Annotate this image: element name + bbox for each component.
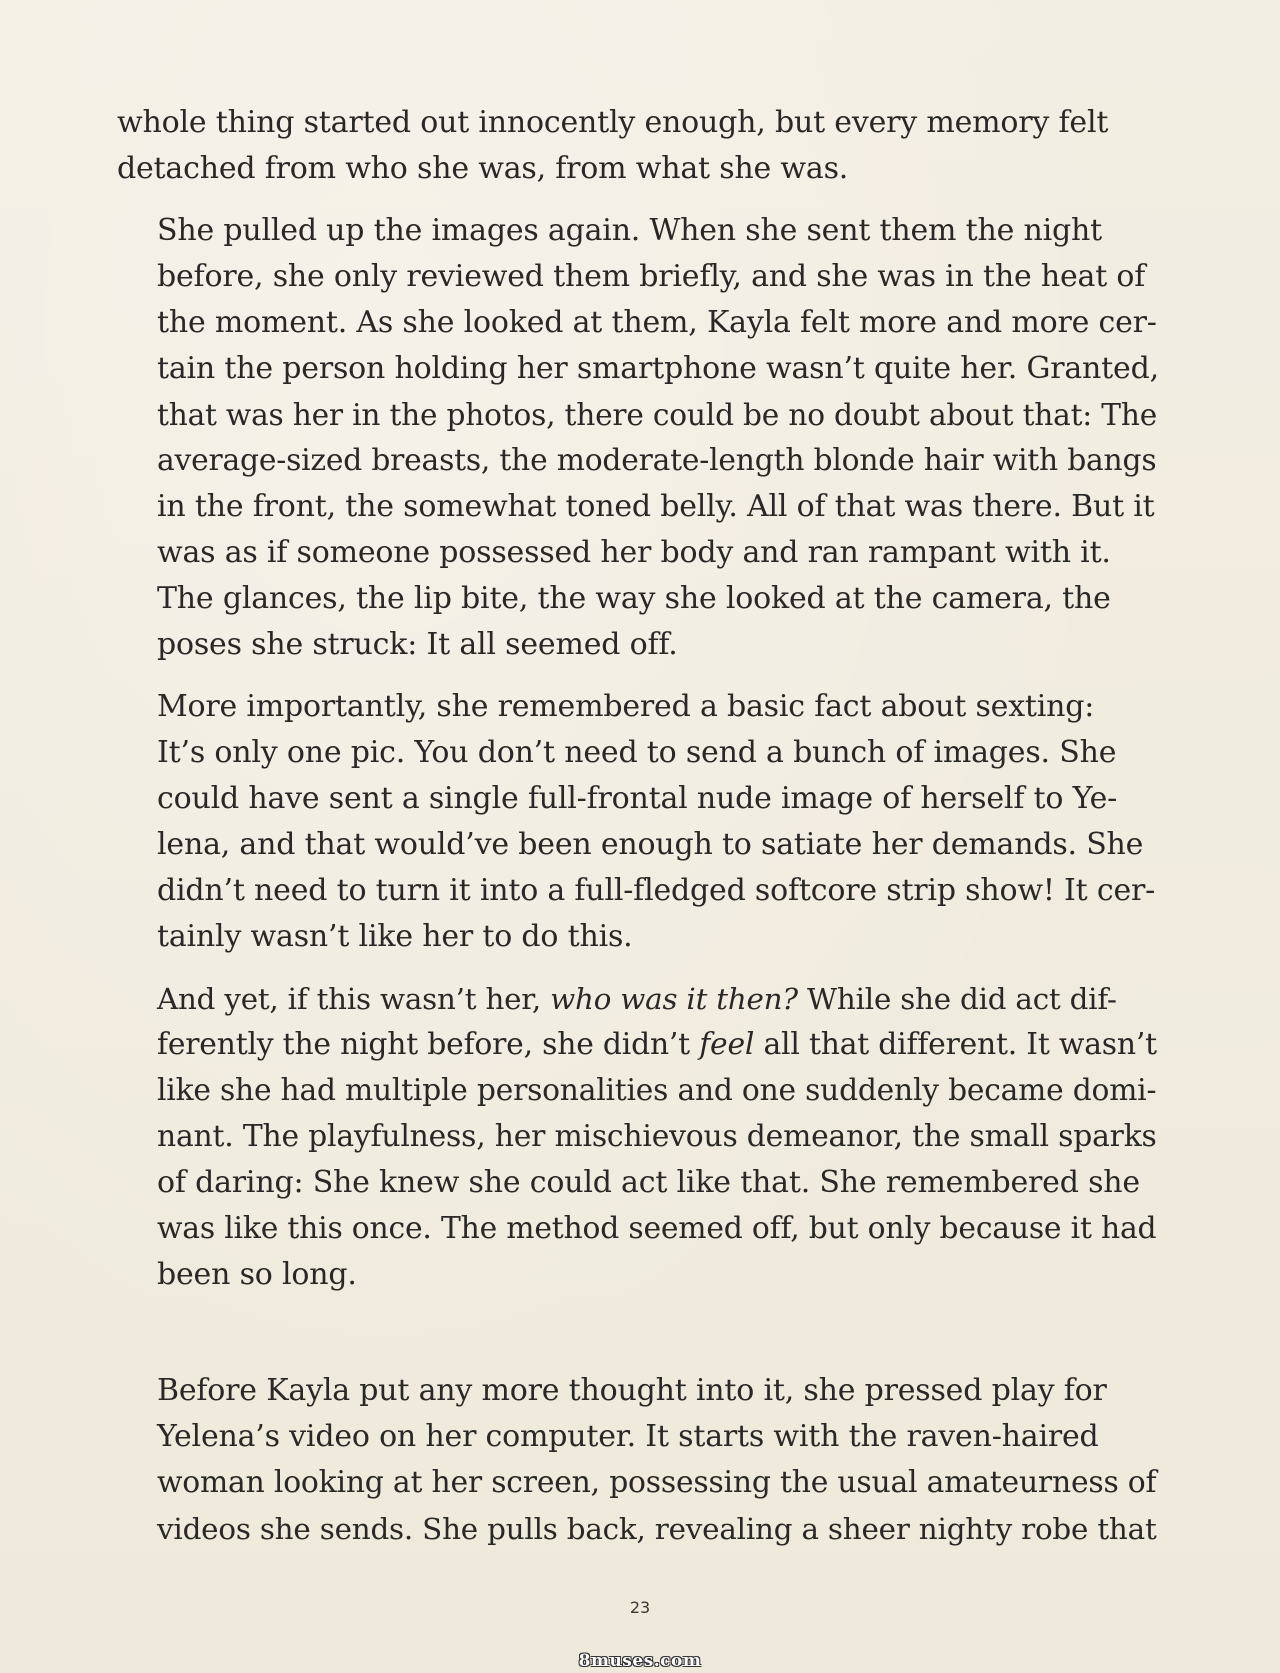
text-line: of daring: She knew she could act like that. She remembered she — [157, 1165, 1140, 1200]
paragraph-5 — [117, 1368, 1162, 1552]
text-line: poses she struck: It all seemed off. — [157, 627, 678, 662]
text-line: didn’t need to turn it into a full-fledged softcore strip show! It cer- — [157, 873, 1156, 908]
text-line: average-sized breasts, the moderate-length blonde hair with bangs — [157, 443, 1157, 478]
text-line: The glances, the lip bite, the way she looked at the camera, the — [157, 581, 1111, 616]
text-run: And yet, if this wasn’t her, — [157, 982, 551, 1016]
paragraph-1 — [117, 100, 1162, 192]
text-line: More importantly, she remembered a basic fact about sexting: — [157, 689, 1095, 724]
italic-text: feel — [699, 1027, 755, 1062]
page-number: 23 — [629, 1598, 651, 1617]
text-line: tain the person holding her smartphone wasn’t quite her. Granted, — [157, 351, 1159, 386]
text-line: tainly wasn’t like her to do this. — [157, 919, 633, 954]
text-line: lena, and that would’ve been enough to satiate her demands. She — [157, 827, 1144, 862]
paragraph-2 — [117, 208, 1162, 668]
text-line: whole thing started out innocently enough, but every memory felt — [117, 105, 1109, 140]
text-line: in the front, the somewhat toned belly. All of that was there. But it — [157, 489, 1155, 524]
italic-text: who was it then? — [550, 982, 798, 1016]
paragraph-4 — [117, 976, 1162, 1298]
text-line: She pulled up the images again. When she sent them the night — [157, 213, 1102, 248]
text-line: detached from who she was, from what she was. — [117, 151, 849, 186]
text-line: the moment. As she looked at them, Kayla felt more and more cer- — [157, 305, 1157, 340]
text-line: been so long. — [157, 1257, 357, 1292]
paragraph-3 — [117, 684, 1162, 960]
text-line: that was her in the photos, there could be no doubt about that: The — [157, 398, 1158, 432]
text-line — [117, 976, 1162, 1022]
text-line: It’s only one pic. You don’t need to send a bunch of images. She — [157, 735, 1117, 770]
body-text — [117, 100, 1162, 1568]
text-line: was as if someone possessed her body and ran rampant with it. — [157, 535, 1111, 570]
text-line: before, she only reviewed them briefly, and she was in the heat of — [157, 259, 1146, 294]
watermark: 8muses.com — [578, 1651, 702, 1671]
text-line: was like this once. The method seemed off, but only because it had — [157, 1211, 1157, 1246]
text-line: videos she sends. She pulls back, revealing a sheer nighty robe that — [157, 1512, 1157, 1546]
text-line: Before Kayla put any more thought into it, she pressed play for — [157, 1373, 1107, 1408]
text-line: could have sent a single full-frontal nude image of herself to Ye- — [157, 781, 1118, 816]
text-line: nant. The playfulness, her mischievous demeanor, the small sparks — [157, 1119, 1157, 1154]
text-line: woman looking at her screen, possessing the usual amateurness of — [157, 1465, 1157, 1500]
text-line: Yelena’s video on her computer. It starts with the raven-haired — [157, 1419, 1099, 1454]
text-run: all that different. It wasn’t — [754, 1027, 1157, 1062]
text-line: like she had multiple personalities and one suddenly became domi- — [157, 1073, 1157, 1108]
text-run: ferently the night before, she didn’t — [157, 1027, 700, 1062]
text-line — [117, 1022, 1162, 1068]
text-run: While she did act dif- — [797, 982, 1117, 1016]
